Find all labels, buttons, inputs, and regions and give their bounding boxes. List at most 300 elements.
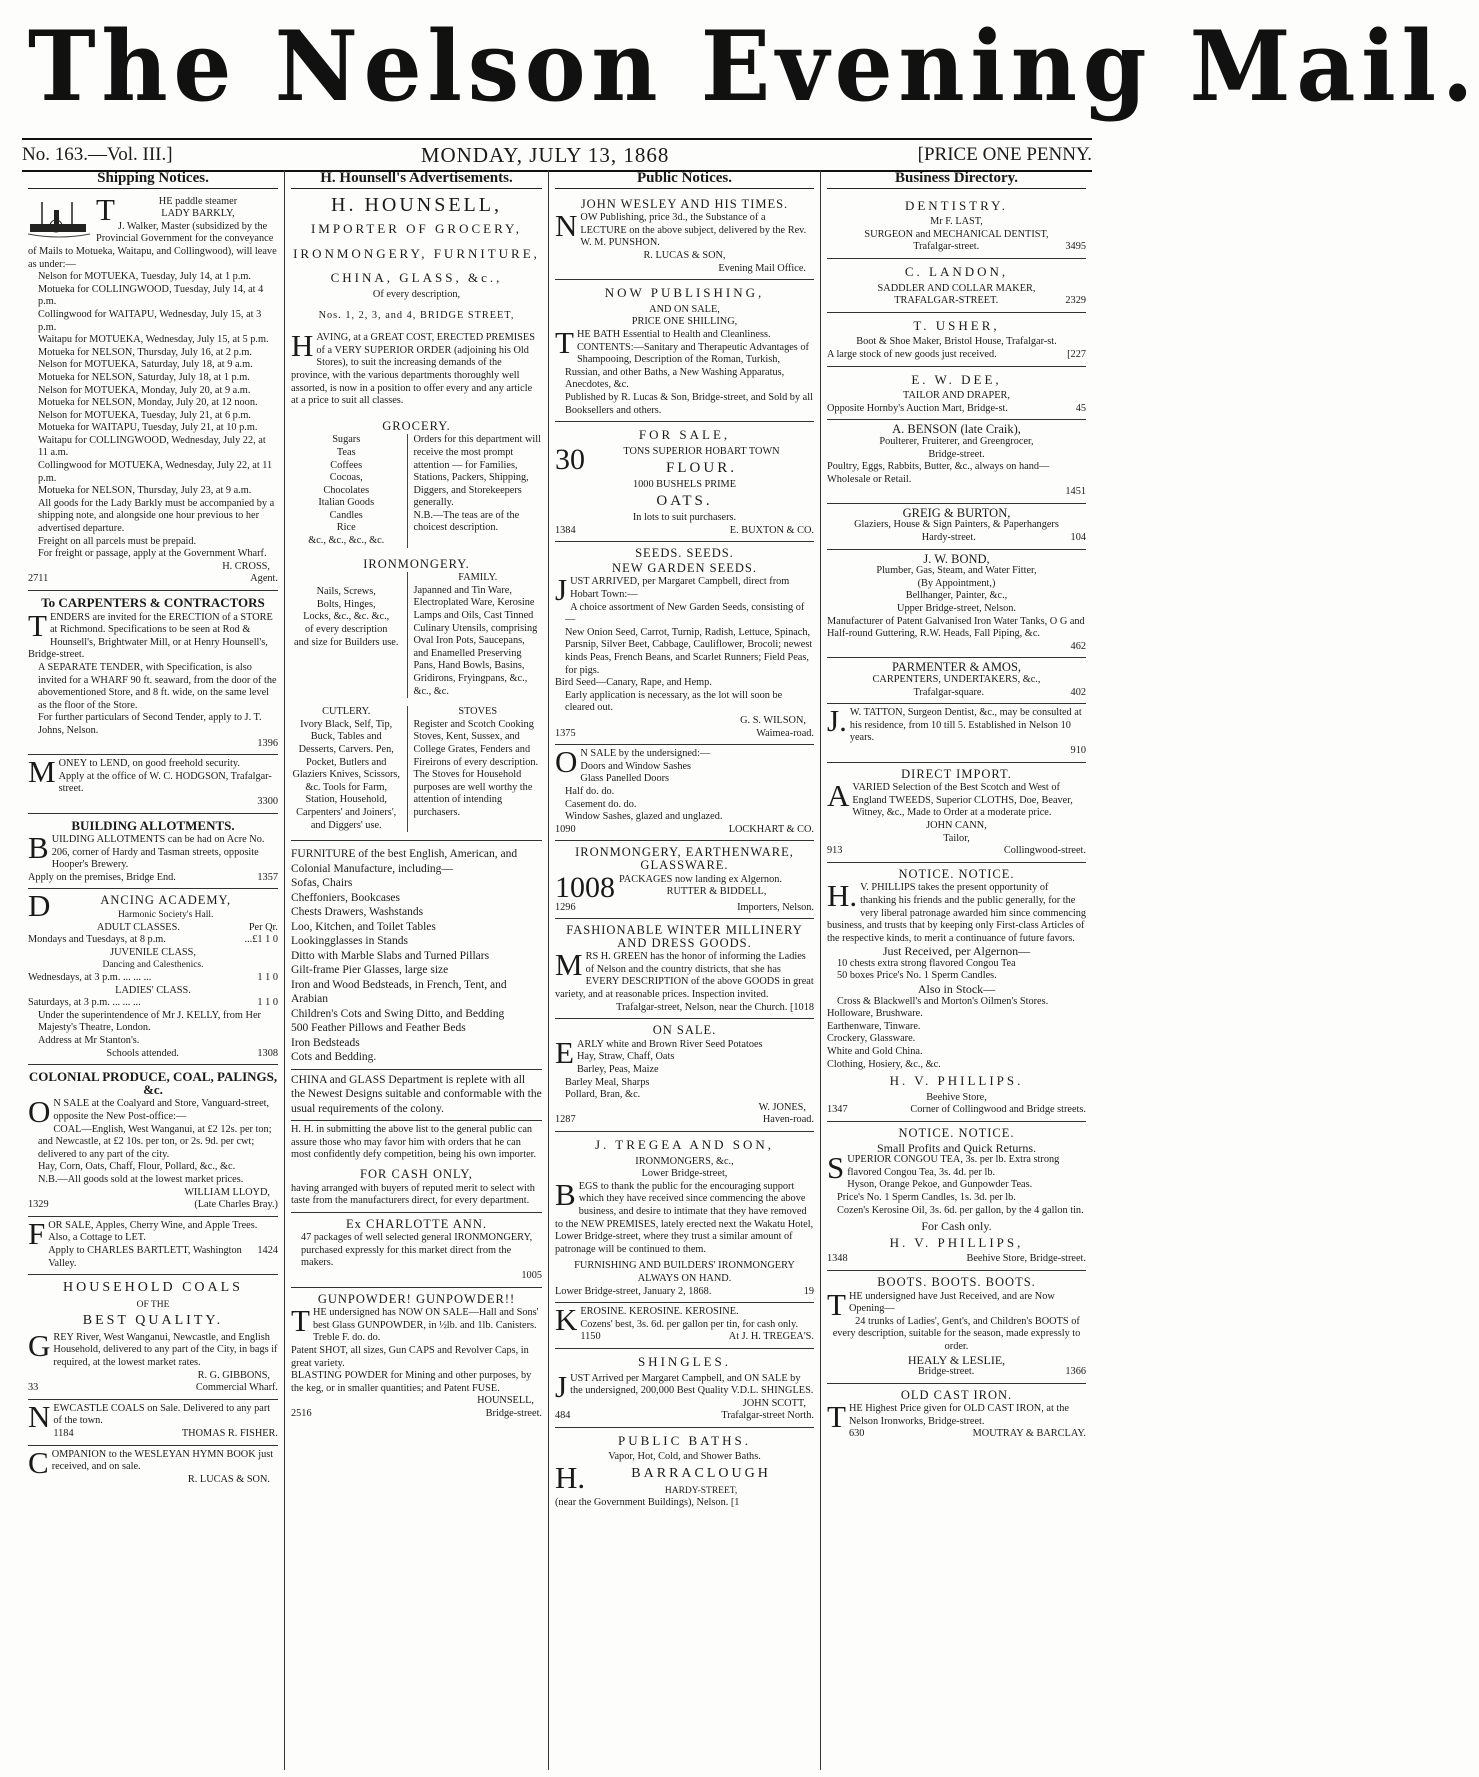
- list-item: Nails, Screws,: [316, 586, 376, 598]
- list-item: Crockery, Glassware.: [827, 1033, 916, 1045]
- ref-row: [555, 525, 814, 538]
- ref-row: [827, 1104, 1086, 1117]
- ref-row: [849, 1428, 1086, 1441]
- ad-text: Patent SHOT, all sizes, Gun CAPS and Revolver Caps, in great variety.: [291, 1345, 529, 1369]
- ad-text: Ivory Black, Self, Tip, Buck, Tables and Desserts, Carvers. Pen, Pocket, Butlers and Glaziers Knives, Scissors, &c. Tools for Farm, Station, Household, Carpenters' and Joiners', and Diggers' use.: [292, 718, 400, 831]
- signature: (Late Charles Bray.): [194, 1199, 278, 1211]
- issue-number: No. 163.—Vol. III.]: [22, 144, 173, 165]
- signature: Evening Mail Office.: [718, 262, 806, 274]
- ref-row: [827, 349, 1086, 362]
- schedule-line: Nelson for MOTUEKA, Saturday, July 18, at 9 a.m.: [38, 359, 253, 371]
- ad-ref: 1296: [555, 901, 576, 913]
- schedule-line: Motueka for NELSON, Monday, July 20, at 12 noon.: [38, 397, 258, 409]
- advertiser-name: C. LANDON,: [904, 263, 1009, 279]
- class-row: [28, 972, 278, 985]
- list-item: &c., &c., &c., &c.: [308, 535, 385, 547]
- signature: At J. H. TREGEA'S.: [728, 1331, 814, 1343]
- ad-subtitle: IRONMONGERS, &c.,: [635, 1155, 734, 1167]
- list-item: Locks, &c., &c. &c.,: [303, 611, 390, 623]
- schedule-line: Waitapu for COLLINGWOOD, Wednesday, July 22, at 11 a.m.: [38, 434, 266, 459]
- ad-text: Hay, Corn, Oats, Chaff, Flour, Pollard, &c., &c.: [38, 1161, 236, 1173]
- ad-ref: 910: [1070, 744, 1086, 756]
- signature: G. S. WILSON,: [740, 714, 806, 726]
- ad-text: Japanned and Tin Ware, Electroplated Ware, Kerosine Lamps and Oils, Cast Tinned Culinary Utensils, comprising Oval Iron Pots, Saucepans, and Enamelled Preserving Pans, Hand Bowls, Basins, Gridirons, Fryingpans, &c., &c., &c.: [413, 584, 538, 697]
- advertiser-name: H. V. PHILLIPS.: [889, 1073, 1024, 1089]
- class-row: [28, 934, 278, 947]
- ad-text: Cozen's Kerosine Oil, 3s. 6d. per gallon, by the 4 gallon tin.: [837, 1204, 1084, 1216]
- advertiser-name: J. W. BOND,: [923, 551, 990, 566]
- advertiser-role: Bellhanger, Painter, &c.,: [905, 590, 1008, 602]
- ad-now-publishing: [555, 280, 814, 422]
- ref-row: [28, 1382, 278, 1395]
- dropcap: J: [555, 1368, 568, 1404]
- address: (near the Government Buildings), Nelson. [1: [555, 1497, 740, 1509]
- advertiser-role: CARPENTERS, UNDERTAKERS, &c.,: [872, 674, 1041, 685]
- ad-ref: 2516: [291, 1408, 312, 1419]
- schedule-line: Motueka for NELSON, Saturday, July 18, at 1 p.m.: [38, 371, 250, 383]
- ad-title: GUNPOWDER! GUNPOWDER!!: [317, 1291, 516, 1306]
- ad-title: ANCING ACADEMY,: [100, 893, 232, 908]
- ad-text: UILDING ALLOTMENTS can be had on Acre No. 206, corner of Hardy and Tasman streets, opposite Hooper's Brewery.: [51, 834, 265, 871]
- dropcap: D: [28, 888, 51, 924]
- list-item: Teas: [336, 446, 356, 458]
- advertiser-role: (By Appointment,): [917, 577, 996, 589]
- ad-ref: Trafalgar-street, Nelson, near the Church. [1018: [616, 1001, 814, 1013]
- ad-text: Also, a Cottage to LET.: [48, 1232, 146, 1244]
- signature: MOUTRAY & BARCLAY.: [972, 1428, 1086, 1440]
- ref-row: [827, 1253, 1086, 1266]
- signature: R. G. GIBBONS,: [197, 1369, 270, 1381]
- ad-title: Ex CHARLOTTE ANN.: [346, 1216, 487, 1231]
- ad-text: UPERIOR CONGOU TEA, 3s. per lb. Extra strong flavored Congou Tea, 3s. 4d. per lb.: [847, 1154, 1060, 1178]
- ad-gunpowder: [291, 1288, 542, 1425]
- ad-text: 1000 BUSHELS PRIME: [633, 478, 736, 490]
- ad-text: Bird Seed—Canary, Rape, and Hemp.: [555, 677, 712, 689]
- ref-row: [28, 872, 278, 885]
- dir-greig: [827, 504, 1086, 550]
- dir-phillips-tea: [827, 1122, 1086, 1271]
- ad-text: ENDERS are invited for the ERECTION of a STORE at Richmond. Specifications to be seen at Rod & Hounsell's, Brightwater Mill, or at Henry Hounsell's, Bridge-street.: [28, 611, 273, 661]
- ad-text: Freight on all parcels must be prepaid.: [38, 535, 197, 547]
- section-title: FOR CASH ONLY,: [360, 1166, 473, 1181]
- dropcap: J: [555, 572, 568, 608]
- advertiser-name: H. HOUNSELL,: [331, 193, 502, 216]
- big-number: 1008: [555, 870, 615, 904]
- ad-ref: 1347: [827, 1104, 848, 1116]
- list-item: Doors and Window Sashes: [580, 760, 692, 772]
- ad-subtitle: OF THE: [136, 1299, 170, 1310]
- ad-text: EWCASTLE COALS on Sale. Delivered to any part of the town.: [53, 1402, 271, 1427]
- ref-row: [48, 1245, 278, 1270]
- ad-text: HE BATH Essential to Health and Cleanliness.: [576, 328, 771, 340]
- ad-ref: 1348: [827, 1253, 848, 1265]
- address: HARDY-STREET,: [664, 1485, 738, 1496]
- dir-dee: [827, 367, 1086, 421]
- dir-dentistry: [827, 193, 1086, 259]
- ad-title: PUBLIC BATHS.: [618, 1432, 751, 1448]
- list-item: Iron and Wood Bedsteads, in French, Tent, and Arabian: [291, 978, 507, 1006]
- ref-row: [827, 845, 1086, 858]
- big-number: 30: [555, 442, 585, 476]
- schedule-line: Nelson for MOTUEKA, Monday, July 20, at 9 a.m.: [38, 384, 251, 396]
- list-item: Holloware, Brushware.: [827, 1008, 923, 1020]
- schedule-line: Motueka for COLLINGWOOD, Tuesday, July 14, at 4 p.m.: [38, 283, 264, 308]
- ad-subtitle: AND ON SALE,: [649, 303, 720, 315]
- grocery-note: [407, 434, 542, 547]
- list-item: Chests Drawers, Washstands: [291, 906, 424, 919]
- schedule-line: Nelson for MOTUEKA, Tuesday, July 21, at 6 p.m.: [38, 409, 251, 421]
- address: Beehive Store, Bridge-street.: [966, 1253, 1086, 1265]
- ad-text: Treble F. do. do.: [312, 1332, 381, 1344]
- ad-text: Poultry, Eggs, Rabbits, Butter, &c., always on hand—Wholesale or Retail.: [827, 461, 1050, 485]
- ad-text: Published by R. Lucas & Son, Bridge-street, and Sold by all Booksellers and others.: [565, 391, 813, 416]
- ad-title: DIRECT IMPORT.: [901, 766, 1012, 781]
- ad-text: HE undersigned has NOW ON SALE—Hall and Sons' best Glass GUNPOWDER, in ½lb. and 1lb. Canisters.: [312, 1307, 539, 1331]
- ad-text: J. Walker, Master (subsidized by the Provincial Government for the conveyance of Mails to Motueka, Waitapu, and Collingwood), will leave as under:—: [28, 220, 277, 270]
- ad-ref: 484: [555, 1410, 571, 1422]
- ad-charlotte-ann: [291, 1213, 542, 1288]
- dir-parmenter: [827, 658, 1086, 704]
- ad-ref: 1090: [555, 823, 576, 835]
- columns: [22, 170, 1092, 1770]
- signature: Agent.: [250, 573, 278, 585]
- list-item: Cross & Blackwell's and Morton's Oilmen's Stores.: [837, 995, 1049, 1007]
- ref-row: [28, 1199, 278, 1212]
- ad-dancing: [28, 889, 278, 1065]
- advertiser-role: Boot & Shoe Maker, Bristol House, Trafalgar-st.: [856, 336, 1057, 348]
- address: Trafalgar-square.: [913, 686, 985, 698]
- ad-title: SHINGLES.: [637, 1353, 732, 1369]
- dropcap: O: [28, 1094, 51, 1130]
- signature: LOCKHART & CO.: [728, 823, 814, 835]
- dropcap: J.: [827, 703, 847, 739]
- ad-text: All goods for the Lady Barkly must be accompanied by a shipping note, and alongside one hour previous to her advertised departure.: [38, 497, 275, 535]
- ad-ref: 1150: [580, 1331, 601, 1343]
- dir-bond: [827, 550, 1086, 659]
- list-item: 500 Feather Pillows and Feather Beds: [291, 1022, 466, 1035]
- ad-ref: 402: [1070, 686, 1086, 698]
- column-shipping: [22, 170, 284, 1770]
- ad-glassware: [555, 841, 814, 919]
- ad-text: V. PHILLIPS takes the present opportunity of thanking his friends and the public generally, for the very liberal patronage awarded him since commencing business, and trusts that by keeping only First-class Articles of the respective kinds, to merit a continuance of future favors.: [827, 882, 1087, 944]
- ad-ref: 1451: [1065, 486, 1086, 498]
- ad-kerosine: [555, 1303, 814, 1349]
- ad-money: [28, 755, 278, 813]
- list-item: Window Sashes, glazed and unglazed.: [565, 811, 723, 823]
- list-item: Cocoas,: [329, 472, 363, 484]
- dropcap: O: [555, 744, 578, 780]
- ad-text: For further particulars of Second Tender, apply to J. T. Johns, Nelson.: [38, 712, 262, 736]
- china-department: [291, 1070, 542, 1122]
- class-time: Saturdays, at 3 p.m. ... ... ...: [28, 997, 141, 1009]
- ad-text: ONEY to LEND, on good freehold security.: [58, 758, 240, 770]
- ad-ref: 1287: [555, 1114, 576, 1126]
- class-name: JUVENILE CLASS,: [110, 946, 196, 958]
- ad-title: NOTICE. NOTICE.: [898, 1126, 1015, 1140]
- ad-public-baths: [555, 1428, 814, 1514]
- class-price: 1 1 0: [257, 997, 278, 1009]
- address: Hardy-street.: [921, 532, 976, 544]
- ref-row: [555, 1114, 814, 1127]
- address: Opposite Hornby's Auction Mart, Bridge-st.: [827, 402, 1008, 414]
- ad-text: N SALE at the Coalyard and Store, Vanguard-street, opposite the New Post-office:—: [53, 1098, 270, 1122]
- dir-landon: [827, 259, 1086, 313]
- section-title: For Cash only.: [921, 1219, 992, 1234]
- dropcap: S: [827, 1150, 845, 1186]
- ad-text: RS H. GREEN has the honor of informing the Ladies of Nelson and the country districts, that she has EVERY DESCRIPTION of the above GOODS in great variety, and at reasonable prices. Inspection invited.: [555, 951, 814, 1001]
- ad-ref: [227: [1067, 348, 1086, 360]
- cutlery-section: [291, 706, 542, 832]
- list-item: Half do. do.: [565, 785, 615, 797]
- column-heading: Business Directory.: [827, 170, 1086, 189]
- ad-potatoes: [555, 1019, 814, 1132]
- section-title: IRONMONGERY.: [363, 556, 470, 571]
- list-item: Gilt-frame Pier Glasses, large size: [291, 964, 449, 977]
- ad-text: Register and Scotch Cooking Stoves, Kent, Sussex, and College Grates, Fenders and Fireirons of every description. The Stoves for Household purposes are well worthy the attention of intending purchasers.: [413, 718, 539, 818]
- ad-text: W. TATTON, Surgeon Dentist, &c., may be consulted at his residence, from 10 till 5. Established in Nelson 10 years.: [849, 707, 1082, 744]
- ref-row: [580, 1331, 814, 1344]
- signature: Tailor,: [943, 832, 970, 844]
- class-row: [28, 922, 278, 935]
- ad-title: SEEDS. SEEDS.: [635, 546, 734, 561]
- ref-row: [291, 1408, 542, 1421]
- issue-date: MONDAY, JULY 13, 1868: [420, 142, 670, 167]
- cutlery-list: [291, 706, 401, 832]
- grocery-list: [291, 434, 401, 547]
- ad-text: Lower Bridge-street, January 2, 1868.: [555, 1285, 712, 1297]
- furniture-list: [291, 840, 542, 1070]
- dropcap: K: [555, 1302, 578, 1338]
- ad-lady-barkly: [28, 193, 278, 591]
- list-item: Iron Bedsteads: [291, 1036, 360, 1049]
- ad-title: COLONIAL PRODUCE, COAL, PALINGS, &c.: [28, 1069, 278, 1097]
- advertiser-name: HEALY & LESLIE,: [907, 1352, 1006, 1367]
- address: Trafalgar-street.: [913, 241, 980, 253]
- ad-ref: 462: [1070, 640, 1086, 652]
- ad-shingles: [555, 1349, 814, 1428]
- ad-text: N.B.—The teas are of the choicest description.: [413, 509, 520, 534]
- ad-ref: 1396: [257, 737, 278, 749]
- sub-title: CUTLERY.: [322, 706, 371, 718]
- advertiser-role: Plumber, Gas, Steam, and Water Fitter,: [876, 565, 1037, 577]
- ref-row: [827, 295, 1086, 308]
- column-public-notices: [548, 170, 820, 1770]
- list-item: Children's Cots and Swing Ditto, and Bedding: [291, 1007, 505, 1020]
- dropcap: N: [28, 1398, 51, 1434]
- column-heading: Public Notices.: [555, 170, 814, 189]
- ad-ref: 45: [1075, 402, 1086, 414]
- ad-text: having arranged with buyers of reputed merit to select with taste from the manufacturers direct, for every department.: [291, 1182, 535, 1207]
- ad-title: FASHIONABLE WINTER MILLINERY AND DRESS GOODS.: [566, 923, 803, 950]
- ad-text: BLASTING POWDER for Mining and other purposes, by the keg, or in smaller quantities; and Patent FUSE.: [291, 1370, 532, 1394]
- list-item: Pollard, Bran, &c.: [565, 1089, 641, 1101]
- list-item: 10 chests extra strong flavored Congou Tea: [837, 957, 1016, 969]
- class-time: Wednesdays, at 3 p.m. ... ... ...: [28, 972, 152, 984]
- dropcap: T: [827, 1286, 846, 1322]
- dir-phillips-notice: [827, 863, 1086, 1122]
- signature: HOUNSELL,: [477, 1395, 534, 1407]
- ad-text: Hyson, Orange Pekoe, and Gunpowder Teas.: [847, 1179, 1033, 1191]
- list-item: Hay, Straw, Chaff, Oats: [576, 1051, 675, 1063]
- ad-text: A choice assortment of New Garden Seeds, consisting of—: [565, 601, 805, 626]
- ad-john-wesley: [555, 193, 814, 281]
- dropcap: T: [555, 324, 574, 360]
- ad-text: FURNISHING AND BUILDERS' IRONMONGERY ALWAYS ON HAND.: [574, 1260, 795, 1284]
- dir-usher: [827, 313, 1086, 367]
- ad-text: Early application is necessary, as the lot will soon be cleared out.: [565, 689, 783, 714]
- dropcap: T: [96, 191, 115, 227]
- ad-flour-oats: [555, 422, 814, 542]
- advertiser-role: SURGEON and MECHANICAL DENTIST,: [864, 228, 1049, 240]
- ad-ref: 3495: [1065, 241, 1086, 253]
- class-time: Mondays and Tuesdays, at 8 p.m.: [28, 934, 166, 946]
- ad-text: EGS to thank the public for the encouraging support which they have received since commencing the above business, and desire to intimate that they have removed to the NEW PREMISES, lately erected next the Wakatu Hotel, Lower Bridge-street, where they trust a similar amount of patronage will be continued to them.: [555, 1180, 814, 1255]
- ref-row: [555, 1410, 814, 1423]
- ad-subtitle: Harmonic Society's Hall.: [118, 910, 214, 921]
- advertiser-name: A. BENSON (late Craik),: [892, 422, 1021, 437]
- signature: Waimea-road.: [756, 727, 814, 739]
- ad-title: NEW GARDEN SEEDS.: [612, 560, 757, 575]
- sub-title: FAMILY.: [458, 572, 498, 584]
- ad-title: FLOUR.: [666, 460, 737, 477]
- class-name: ADULT CLASSES.: [96, 921, 180, 933]
- ad-carpenters: [28, 591, 278, 755]
- ad-text: Schools attended.: [106, 1047, 180, 1059]
- signature: E. BUXTON & CO.: [729, 524, 814, 536]
- ad-subtitle: Of every description,: [372, 288, 461, 300]
- signature: WILLIAM LLOYD,: [184, 1186, 270, 1198]
- ad-ref: 1184: [53, 1428, 74, 1440]
- ad-ref: 104: [1070, 532, 1086, 544]
- dropcap: B: [555, 1176, 576, 1212]
- signature: Haven-road.: [762, 1114, 814, 1126]
- ad-text: VARIED Selection of the Best Scotch and West of England TWEEDS, Superior CLOTHS, Doe, Beaver, Witney, &c., Made to Order at a moderate price.: [852, 782, 1073, 819]
- ref-row: [827, 1366, 1086, 1379]
- ship-name: LADY BARKLY,: [161, 208, 235, 220]
- dropcap: B: [28, 830, 49, 866]
- dropcap: M: [28, 754, 56, 790]
- ad-text: Price's No. 1 Sperm Candles, 1s. 3d. per lb.: [837, 1191, 1016, 1203]
- ironmongery-list: [291, 572, 401, 698]
- advertiser-name: H. V. PHILLIPS,: [889, 1234, 1024, 1250]
- dropcap: N: [555, 208, 578, 244]
- ad-text: UST ARRIVED, per Margaret Campbell, direct from Hobart Town:—: [570, 576, 790, 601]
- ad-ref: 1424: [257, 1244, 278, 1256]
- dropcap: T: [291, 1303, 310, 1339]
- dropcap: G: [28, 1327, 51, 1363]
- ad-title: IMPORTER OF GROCERY,: [310, 221, 523, 237]
- ad-millinery: [555, 919, 814, 1019]
- advertiser-name: PARMENTER & AMOS,: [891, 660, 1022, 675]
- advertiser-name: GREIG & BURTON,: [902, 505, 1011, 520]
- ad-title: J. TREGEA AND SON,: [594, 1137, 775, 1152]
- list-item: Lookingglasses in Stands: [291, 935, 408, 948]
- ad-text: OR SALE, Apples, Cherry Wine, and Apple Trees.: [48, 1219, 258, 1231]
- schedule-line: Collingwood for MOTUEKA, Wednesday, July 22, at 11 p.m.: [38, 460, 273, 484]
- signature: R. LUCAS & SON,: [643, 249, 726, 261]
- ad-household-coals: [28, 1275, 278, 1400]
- ad-ref: 33: [28, 1382, 39, 1394]
- signature: H. CROSS,: [222, 560, 270, 572]
- ad-title: To CARPENTERS & CONTRACTORS: [41, 595, 265, 610]
- ref-row: [827, 687, 1086, 700]
- list-item: of every description: [305, 624, 388, 636]
- address: Upper Bridge-street, Nelson.: [897, 603, 1016, 615]
- signature: R. LUCAS & SON.: [187, 1473, 270, 1485]
- list-item: Sofas, Chairs: [291, 877, 353, 890]
- ad-text: AVING, at a GREAT COST, ERECTED PREMISES of a VERY SUPERIOR ORDER (adjoining his Old Stores), to suit the increasing demands of the province, with the various departments thoroughly well assorted, is now in a position to offer every and any article at a price to suit all classes.: [291, 332, 535, 407]
- list-item: Barley, Peas, Maize: [576, 1064, 659, 1076]
- ad-text: 24 trunks of Ladies', Gent's, and Children's BOOTS of every description, suitable for the season, made expressly to order.: [832, 1315, 1081, 1352]
- ad-text: A large stock of new goods just received.: [827, 348, 997, 360]
- advertiser-role: TAILOR AND DRAPER,: [902, 390, 1010, 402]
- ad-text: COAL—English, West Wanganui, at £2 12s. per ton; and Newcastle, at £2 10s. per ton, or 2s. 9d. per cwt; delivered to any part of the city.: [38, 1123, 272, 1160]
- signature: THOMAS R. FISHER.: [181, 1428, 278, 1440]
- column-business-directory: [820, 170, 1092, 1770]
- ad-tregea: [555, 1132, 814, 1303]
- ad-text: HE Highest Price given for OLD CAST IRON, at the Nelson Ironworks, Bridge-street.: [848, 1403, 1069, 1427]
- ad-subtitle: PRICE ONE SHILLING,: [631, 316, 738, 328]
- dir-benson: [827, 420, 1086, 504]
- ad-text: 47 packages of well selected general IRONMONGERY, purchased expressly for this market direct from the makers.: [301, 1232, 533, 1269]
- ad-ref: 630: [848, 1428, 865, 1440]
- address: Nos. 1, 2, 3, and 4, BRIDGE STREET,: [318, 309, 515, 321]
- dropcap: T: [827, 1399, 846, 1435]
- class-price: 1 1 0: [257, 972, 278, 984]
- class-name: LADIES' CLASS.: [115, 984, 191, 996]
- ad-hymn-book: [28, 1446, 278, 1491]
- ad-text: HE undersigned have Just Received, and are Now Opening—: [848, 1290, 1055, 1315]
- section-title: Also in Stock—: [917, 982, 996, 997]
- price-header: Per Qr.: [248, 921, 278, 933]
- schedule-line: Motueka for NELSON, Thursday, July 16, at 2 p.m.: [38, 346, 252, 358]
- advertiser-name: T. USHER,: [913, 317, 1000, 333]
- ad-text: CHINA and GLASS Department is replete with all the Newest Designs suitable and conformable with the usual requirements of the colony.: [291, 1073, 542, 1115]
- dropcap: H.: [827, 878, 858, 914]
- ad-text: Manufacturer of Patent Galvanised Iron Water Tanks, O G and Half-round Guttering, R.W. Heads, Fall Piping, &c.: [827, 615, 1085, 640]
- dropcap: C: [28, 1444, 49, 1480]
- dropcap: A: [827, 778, 850, 814]
- ad-ref: 2711: [28, 573, 49, 585]
- ad-text: H. H. in submitting the above list to the general public can assure those who may favor him with orders that he can most confidently defy competition, being his own importer.: [291, 1124, 537, 1161]
- issue-price: [PRICE ONE PENNY.: [917, 144, 1092, 165]
- ad-newcastle-coals: [28, 1400, 278, 1446]
- ad-text: Cozens' best, 3s. 6d. per gallon per tin, for cash only.: [580, 1318, 799, 1330]
- signature: RUTTER & BIDDELL,: [666, 886, 767, 898]
- dir-old-cast-iron: [827, 1384, 1086, 1445]
- ad-ref: 19: [803, 1285, 814, 1297]
- ref-row: [555, 1286, 814, 1299]
- masthead-title: The Nelson Evening Mail.: [27, 10, 1479, 123]
- ref-row: [827, 241, 1086, 254]
- ad-title: BEST QUALITY.: [82, 1313, 224, 1329]
- column-hounsell: [284, 170, 548, 1770]
- schedule-line: Collingwood for WAITAPU, Wednesday, July 15, at 3 p.m.: [38, 308, 262, 333]
- ad-doors-sashes: [555, 745, 814, 841]
- ad-ref: 1308: [257, 1047, 278, 1059]
- ad-title: HOUSEHOLD COALS: [63, 1280, 243, 1296]
- ad-text: Address at Mr Stanton's.: [38, 1035, 140, 1046]
- ref-row: [28, 1048, 278, 1061]
- ad-ref: 1375: [555, 727, 576, 739]
- address: Corner of Collingwood and Bridge streets.: [910, 1104, 1086, 1116]
- list-item: Casement do. do.: [565, 798, 637, 810]
- schedule-line: Nelson for MOTUEKA, Tuesday, July 14, at 1 p.m.: [38, 271, 251, 283]
- list-item: Barley Meal, Sharps: [565, 1076, 650, 1088]
- ad-title: BOOTS. BOOTS. BOOTS.: [877, 1274, 1036, 1289]
- signature: Bridge-street.: [485, 1408, 542, 1419]
- ad-text: OW Publishing, price 3d., the Substance of a LECTURE on the above subject, delivered by the Rev. W. M. PUNSHON.: [580, 212, 807, 249]
